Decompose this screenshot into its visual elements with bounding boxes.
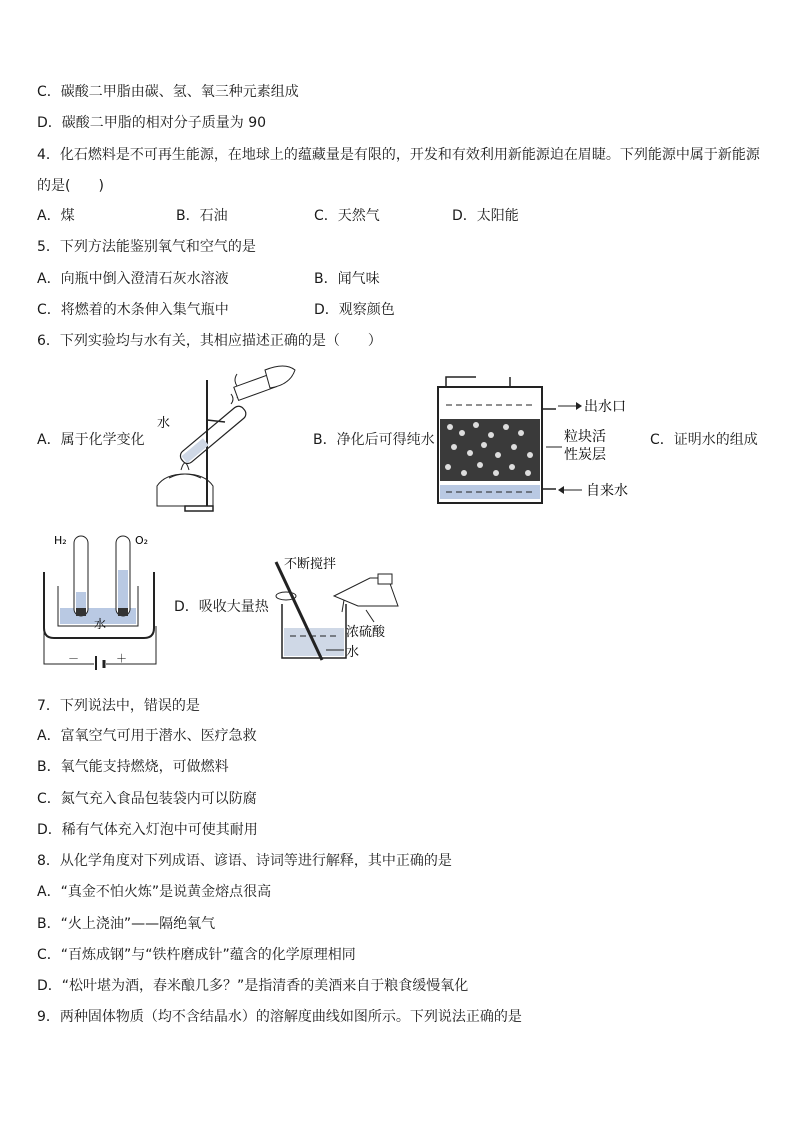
figure-b-tap-label: 自来水: [586, 483, 628, 499]
q6-option-d: D．吸收大量热: [174, 599, 269, 615]
q8-option-b: B．“火上浇油”——隔绝氧气: [37, 916, 216, 932]
q6-option-c: C．证明水的组成: [650, 432, 758, 448]
q6-option-a: A．属于化学变化: [37, 432, 145, 448]
q4-option-b: B．石油: [176, 208, 228, 224]
q5-option-d: D．观察颜色: [314, 302, 395, 318]
figure-c-plus-label: ＋: [116, 652, 127, 665]
q5-option-c: C．将燃着的木条伸入集气瓶中: [37, 302, 229, 318]
q4-option-a: A．煤: [37, 208, 75, 224]
q4-option-c: C．天然气: [314, 208, 380, 224]
figure-a-water-label: 水: [157, 416, 171, 431]
q8-option-a: A．“真金不怕火炼”是说黄金熔点很高: [37, 884, 272, 900]
figure-b-purifier: [436, 375, 646, 507]
figure-b-carbon-label-2: 性炭层: [564, 447, 606, 463]
figure-a-evaporation: [145, 360, 300, 515]
figure-c-minus-label: －: [68, 652, 79, 665]
q7-stem: 7．下列说法中，错误的是: [37, 698, 200, 714]
figure-d-water-label: 水: [346, 645, 360, 660]
figure-c-water-label: 水: [94, 617, 107, 631]
q4-option-d: D．太阳能: [452, 208, 519, 224]
figure-b-carbon-label-1: 粒块活: [564, 429, 606, 445]
figure-d-dilution: [270, 552, 420, 664]
figure-c-h2-label: H₂: [54, 534, 67, 547]
q5-option-a: A．向瓶中倒入澄清石灰水溶液: [37, 271, 229, 287]
q5-stem: 5．下列方法能鉴别氧气和空气的是: [37, 239, 256, 255]
q6-stem: 6．下列实验均与水有关，其相应描述正确的是（ ）: [37, 333, 382, 349]
figure-c-o2-label: O₂: [135, 534, 149, 547]
q3-option-d: D．碳酸二甲脂的相对分子质量为 90: [37, 115, 267, 131]
q7-option-b: B．氧气能支持燃烧，可做燃料: [37, 759, 229, 775]
q8-stem: 8．从化学角度对下列成语、谚语、诗词等进行解释，其中正确的是: [37, 853, 452, 869]
q7-option-a: A．富氧空气可用于潜水、医疗急救: [37, 728, 257, 744]
q8-option-c: C．“百炼成钢”与“铁杵磨成针”蕴含的化学原理相同: [37, 947, 356, 963]
figure-b-outlet-label: 出水口: [584, 399, 626, 415]
q9-stem: 9．两种固体物质（均不含结晶水）的溶解度曲线如图所示。下列说法正确的是: [37, 1009, 522, 1025]
q6-option-b: B．净化后可得纯水: [313, 432, 435, 448]
q5-option-b: B．闻气味: [314, 271, 380, 287]
q7-option-c: C．氮气充入食品包装袋内可以防腐: [37, 791, 257, 807]
q4-stem-cont: 的是( ): [37, 178, 104, 194]
q4-stem: 4．化石燃料是不可再生能源，在地球上的蕴藏量是有限的，开发和有效利用新能源迫在眉睫。下列能源中属于新能源: [37, 147, 760, 163]
q7-option-d: D．稀有气体充入灯泡中可使其耐用: [37, 822, 258, 838]
figure-d-stir-label: 不断搅拌: [284, 557, 337, 572]
q8-option-d: D．“松叶堪为酒，春米酿几多？”是指清香的美酒来自于粮食缓慢氧化: [37, 978, 469, 994]
figure-c-electrolysis: [40, 530, 170, 670]
q3-option-c: C．碳酸二甲脂由碳、氢、氧三种元素组成: [37, 84, 299, 100]
figure-d-acid-label: 浓硫酸: [346, 625, 386, 640]
